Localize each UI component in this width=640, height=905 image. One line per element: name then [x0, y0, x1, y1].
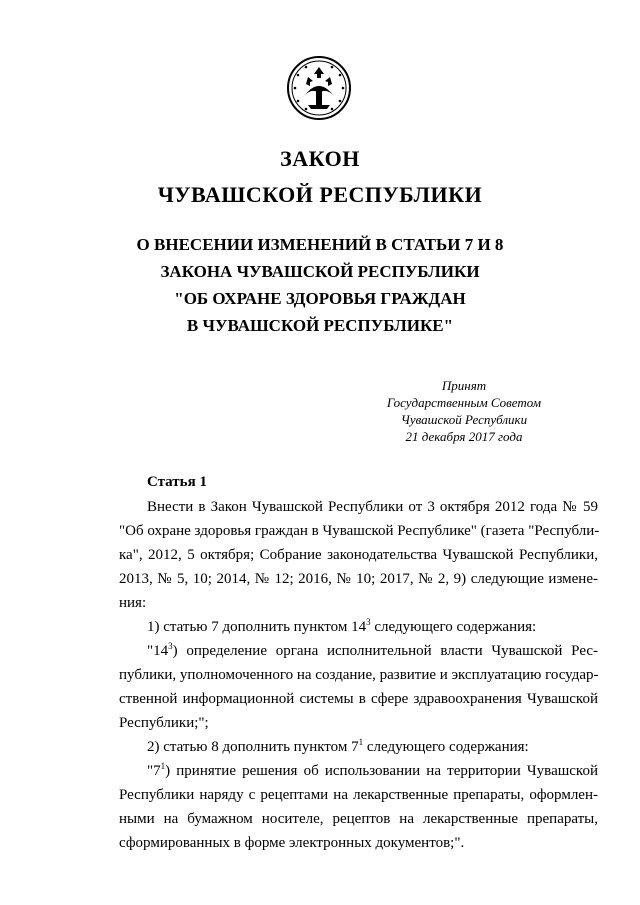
- item-2-intro: 2) статью 8 дополнить пунктом $7^1$ следующего содержания:: [147, 737, 529, 755]
- paragraph-line: Республики;";: [119, 715, 209, 731]
- subtitle-line-2: ЗАКОНА ЧУВАШСКОЙ РЕСПУБЛИКИ: [160, 262, 480, 281]
- republic-title: ЧУВАШСКОЙ РЕСПУБЛИКИ: [157, 182, 483, 207]
- item-1-text: "$14^3$) определение органа исполнительной власти Чувашской Рес-: [147, 641, 598, 659]
- paragraph-line: 2013, № 5, 10; 2014, № 12; 2016, № 10; 2017, № 2, 9) следующие измене-: [119, 571, 598, 587]
- item-2-text: "$7^1$) принятие решения об использовании на территории Чувашской: [147, 761, 598, 779]
- paragraph-line: Внести в Закон Чувашской Республики от 3 октября 2012 года № 59: [147, 499, 598, 515]
- coat-of-arms-icon: [286, 55, 352, 121]
- item-1-intro: 1) статью 7 дополнить пунктом $14^3$ следующего содержания:: [147, 617, 537, 635]
- subtitle-line-1: О ВНЕСЕНИИ ИЗМЕНЕНИЙ В СТАТЬИ 7 И 8: [136, 235, 504, 254]
- adoption-line-3: Чувашской Республики: [400, 412, 528, 427]
- paragraph-line: ка", 2012, 5 октября; Собрание законодательства Чувашской Республики,: [119, 547, 598, 563]
- paragraph-line: сформированных в форме электронных документов;".: [119, 835, 465, 851]
- subtitle-line-4: В ЧУВАШСКОЙ РЕСПУБЛИКЕ": [186, 316, 454, 335]
- adoption-line-1: Принят: [441, 378, 487, 393]
- adoption-line-2: Государственным Советом: [386, 395, 542, 410]
- article-heading: Статья 1: [147, 474, 207, 490]
- paragraph-line: "Об охране здоровья граждан в Чувашской Республике" (газета "Республи-: [119, 523, 600, 539]
- paragraph-line: публики, уполномоченного на создание, развитие и эксплуатацию государ-: [119, 667, 599, 683]
- paragraph-line: Республики наряду с рецептами на лекарственные препараты, оформлен-: [119, 787, 598, 803]
- paragraph-line: ственной информационной системы в сфере здравоохранения Чувашской: [119, 691, 598, 707]
- subtitle-line-3: "ОБ ОХРАНЕ ЗДОРОВЬЯ ГРАЖДАН: [174, 289, 466, 308]
- paragraph-line: ными на бумажном носителе, рецептов на лекарственные препараты,: [119, 811, 598, 827]
- paragraph-line: ния:: [119, 595, 147, 611]
- adoption-note: [364, 377, 564, 445]
- adoption-date: 21 декабря 2017 года: [405, 429, 523, 444]
- document-type-title: ЗАКОН: [280, 146, 360, 171]
